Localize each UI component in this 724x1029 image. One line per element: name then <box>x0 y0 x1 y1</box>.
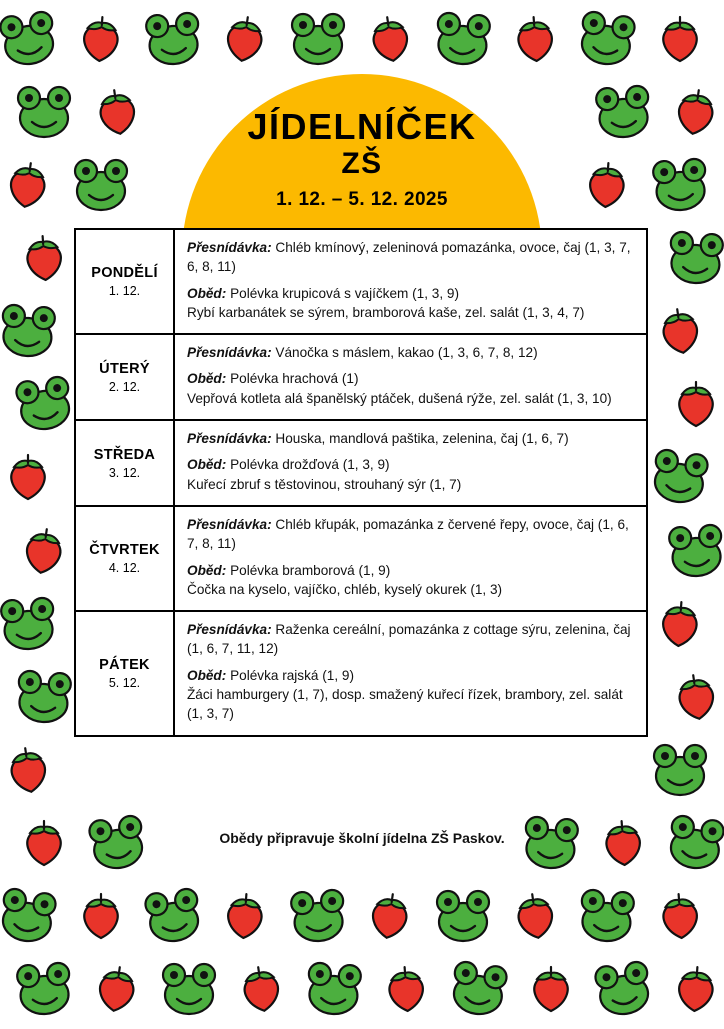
frog-icon <box>157 955 221 1019</box>
day-name: PÁTEK <box>99 656 150 673</box>
strawberry-icon <box>10 222 78 290</box>
day-cell <box>76 420 174 506</box>
lunch-block <box>187 666 636 724</box>
snack-label: Přesnídávka: <box>187 345 272 361</box>
snack-label: Přesnídávka: <box>187 240 272 255</box>
page-header <box>0 108 724 211</box>
lunch-main-text: Kuřecí zbruf s těstovinou, strouhaný sýr (1, 7) <box>187 476 462 492</box>
strawberry-icon <box>660 659 724 731</box>
lunch-block <box>187 369 636 408</box>
day-name: ÚTERÝ <box>99 360 150 377</box>
lunch-soup-text: Polévka hrachová (1) <box>230 371 359 387</box>
frog-icon <box>137 878 209 950</box>
strawberry-icon <box>499 878 571 950</box>
menu-table <box>76 230 646 735</box>
strawberry-icon <box>209 0 281 72</box>
frog-icon <box>431 882 495 946</box>
day-date: 2. 12. <box>108 379 141 394</box>
frog-icon <box>0 878 64 950</box>
frog-icon <box>139 2 207 70</box>
strawberry-icon <box>69 882 133 946</box>
day-date: 3. 12. <box>108 465 141 480</box>
meals-cell <box>174 611 646 734</box>
page-title: JÍDELNÍČEK <box>247 106 477 147</box>
table-row <box>76 506 646 611</box>
lunch-block <box>187 284 636 323</box>
snack-label: Přesnídávka: <box>187 516 272 532</box>
day-date: 1. 12. <box>108 284 141 299</box>
strawberry-icon <box>8 512 80 584</box>
strawberry-icon <box>372 953 440 1021</box>
footer-note: Obědy připravuje školní jídelna ZŠ Paskov. <box>219 830 505 846</box>
snack-text: Chléb kmínový, zeleninová pomazánka, ovoce, čaj (1, 3, 7, 6, 8, 11) <box>187 240 631 275</box>
day-cell <box>76 506 174 611</box>
lunch-block <box>187 455 636 494</box>
frog-icon <box>662 514 724 582</box>
page-subtitle: ZŠ <box>341 146 383 180</box>
frog-icon <box>648 736 712 800</box>
frog-icon <box>0 295 62 363</box>
strawberry-icon <box>225 951 297 1023</box>
frog-icon <box>587 951 659 1023</box>
strawberry-icon <box>66 2 134 70</box>
frog-icon <box>0 588 62 656</box>
day-name: STŘEDA <box>93 446 156 463</box>
day-cell <box>76 230 174 334</box>
strawberry-icon <box>211 880 279 948</box>
snack-label: Přesnídávka: <box>187 622 272 638</box>
frog-icon <box>10 953 78 1021</box>
strawberry-icon <box>664 370 724 434</box>
snack-block <box>187 343 636 362</box>
table-row <box>76 334 646 420</box>
frog-icon <box>662 222 724 290</box>
frog-icon <box>286 5 350 69</box>
frog-icon <box>644 439 716 511</box>
day-date: 5. 12. <box>108 675 141 690</box>
strawberry-icon <box>662 953 724 1021</box>
strawberry-icon <box>644 293 716 365</box>
frog-icon <box>8 366 80 438</box>
menu-table-container <box>74 228 648 737</box>
frog-icon <box>428 2 496 70</box>
lunch-main-text: Vepřová kotleta alá španělský ptáček, dušená rýže, zel. salát (1, 3, 10) <box>187 390 612 406</box>
frog-icon <box>284 880 352 948</box>
lunch-main-text: Čočka na kyselo, vajíčko, chléb, kyselý okurek (1, 3) <box>187 581 503 597</box>
lunch-label: Oběd: <box>187 371 227 387</box>
strawberry-icon <box>648 5 712 69</box>
frog-icon <box>300 953 368 1021</box>
snack-text: Houska, mandlová paštika, zelenina, čaj (1, 6, 7) <box>275 431 569 447</box>
strawberry-icon <box>0 732 64 804</box>
lunch-main-text: Rybí karbanátek se sýrem, bramborová kaše, zel. salát (1, 3, 4, 7) <box>187 304 585 320</box>
strawberry-icon <box>80 951 152 1023</box>
strawberry-icon <box>646 588 714 656</box>
frog-icon <box>10 661 78 729</box>
snack-text: Vánočka s máslem, kakao (1, 3, 6, 7, 8, 12) <box>275 345 538 361</box>
snack-block <box>187 429 636 448</box>
table-row <box>76 230 646 334</box>
lunch-label: Oběd: <box>187 457 227 473</box>
snack-block <box>187 515 636 554</box>
meals-cell <box>174 230 646 334</box>
frog-icon <box>571 0 643 72</box>
snack-text: Chléb křupák, pomazánka z červené řepy, ovoce, čaj (1, 6, 7, 8, 11) <box>187 516 629 552</box>
strawberry-icon <box>0 443 60 507</box>
frog-icon <box>573 880 641 948</box>
day-cell <box>76 334 174 420</box>
day-date: 4. 12. <box>108 561 141 576</box>
lunch-label: Oběd: <box>187 562 227 578</box>
frog-icon <box>0 0 64 72</box>
lunch-soup-text: Polévka bramborová (1, 9) <box>230 562 391 578</box>
snack-block <box>187 620 636 659</box>
lunch-block <box>187 561 636 600</box>
strawberry-icon <box>354 878 426 950</box>
meals-cell <box>174 506 646 611</box>
lunch-label: Oběd: <box>187 667 227 683</box>
lunch-soup-text: Polévka drožďová (1, 3, 9) <box>230 457 390 473</box>
lunch-soup-text: Polévka krupicová s vajíčkem (1, 3, 9) <box>230 285 459 301</box>
lunch-label: Oběd: <box>187 285 227 301</box>
snack-block <box>187 238 636 277</box>
date-range: 1. 12. – 5. 12. 2025 <box>276 189 448 211</box>
frog-icon <box>442 951 514 1023</box>
meals-cell <box>174 334 646 420</box>
lunch-soup-text: Polévka rajská (1, 9) <box>230 667 354 683</box>
table-row <box>76 611 646 734</box>
strawberry-icon <box>519 955 583 1019</box>
day-name: PONDĚLÍ <box>91 265 158 282</box>
snack-text: Raženka cereální, pomazánka z cottage sýru, zelenina, čaj (1, 6, 7, 11, 12) <box>187 622 631 657</box>
lunch-main-text: Žáci hamburgery (1, 7), dosp. smažený kuřecí řízek, brambory, zel. salát (1, 3, 7) <box>187 687 623 722</box>
strawberry-icon <box>646 880 714 948</box>
table-row <box>76 420 646 506</box>
day-cell <box>76 611 174 734</box>
strawberry-icon <box>354 0 426 72</box>
meals-cell <box>174 420 646 506</box>
day-name: ČTVRTEK <box>89 542 160 559</box>
snack-label: Přesnídávka: <box>187 431 272 447</box>
strawberry-icon <box>501 2 569 70</box>
